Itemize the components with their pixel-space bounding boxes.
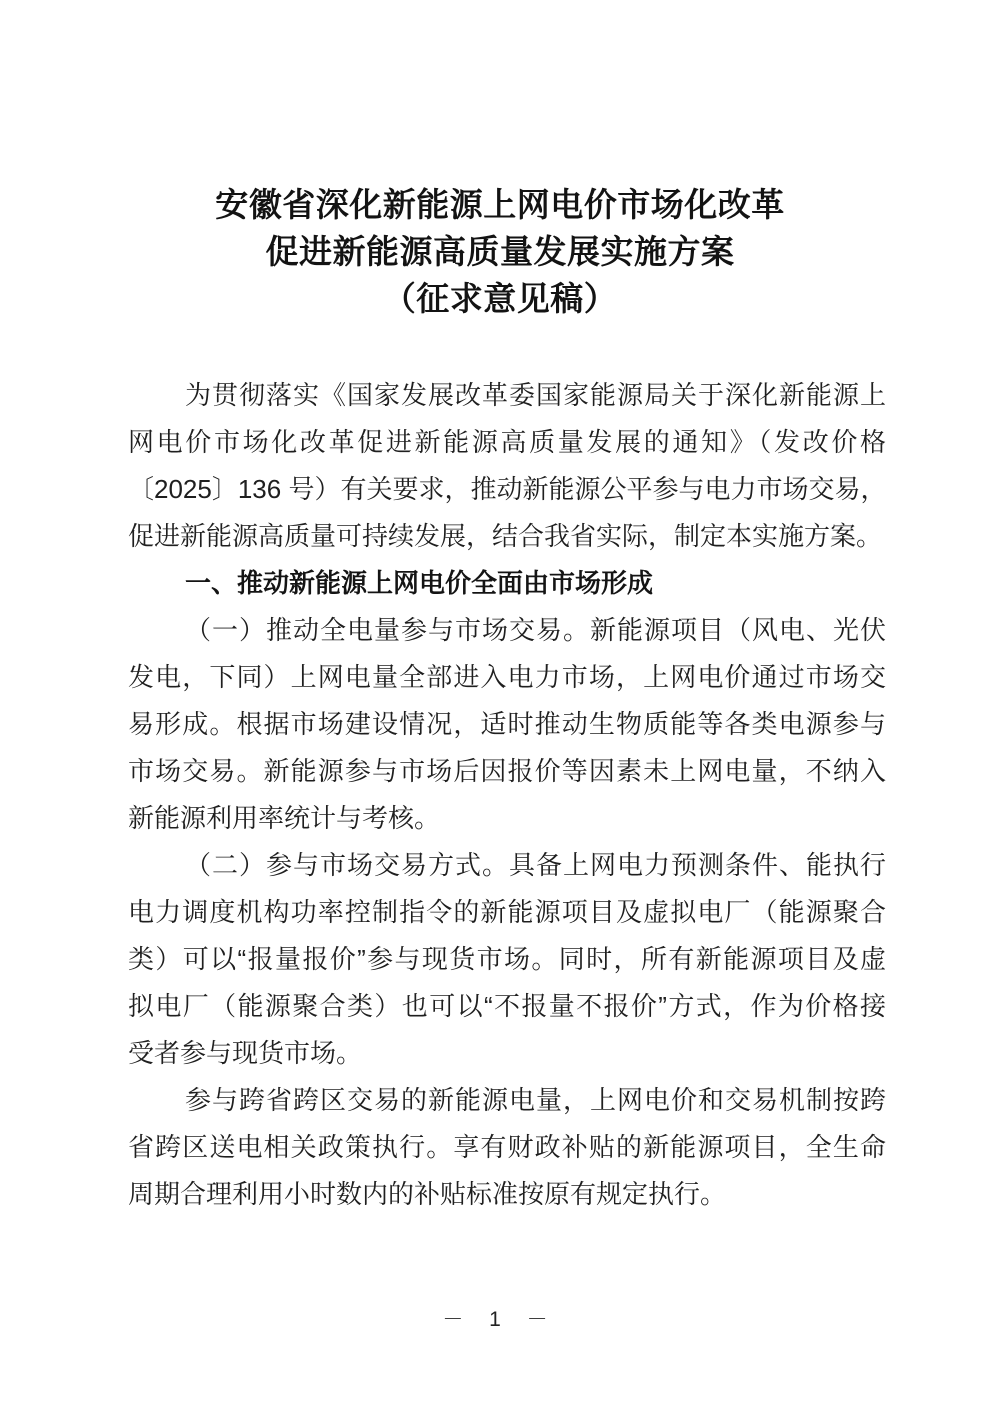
title-line-1: 安徽省深化新能源上网电价市场化改革: [215, 186, 785, 223]
body-line: 市场交易。新能源参与市场后因报价等因素未上网电量，不纳入: [128, 756, 886, 786]
body-line: 受者参与现货市场。: [128, 1038, 363, 1068]
body-line: 参与跨省跨区交易的新能源电量，上网电价和交易机制按跨: [185, 1085, 886, 1115]
body-line: 〔2025〕136 号）有关要求，推动新能源公平参与电力市场交易，: [128, 474, 887, 504]
body-line: 促进新能源高质量可持续发展，结合我省实际，制定本实施方案。: [128, 521, 883, 551]
body-line: 新能源利用率统计与考核。: [128, 803, 441, 833]
body-line: （一）推动全电量参与市场交易。新能源项目（风电、光伏: [185, 615, 886, 645]
body-line: 省跨区送电相关政策执行。享有财政补贴的新能源项目，全生命: [128, 1132, 886, 1162]
body-line: （二）参与市场交易方式。具备上网电力预测条件、能执行: [185, 850, 886, 880]
body-line: 网电价市场化改革促进新能源高质量发展的通知》（发改价格: [128, 427, 886, 457]
body-line: 易形成。根据市场建设情况，适时推动生物质能等各类电源参与: [128, 709, 886, 739]
body-line: 为贯彻落实《国家发展改革委国家能源局关于深化新能源上: [185, 380, 886, 410]
document-body: [128, 372, 886, 1218]
body-line: 周期合理利用小时数内的补贴标准按原有规定执行。: [128, 1179, 727, 1209]
section-1-heading: 一、推动新能源上网电价全面由市场形成: [185, 568, 654, 598]
body-line: 电力调度机构功率控制指令的新能源项目及虚拟电厂（能源聚合: [128, 897, 886, 927]
title-line-3: （征求意见稿）: [382, 280, 618, 317]
body-line: 类）可以“报量报价”参与现货市场。同时，所有新能源项目及虚: [128, 944, 886, 974]
body-line: 拟电厂（能源聚合类）也可以“不报量不报价”方式，作为价格接: [128, 991, 886, 1021]
title-line-2: 促进新能源高质量发展实施方案: [265, 233, 735, 270]
page-number: － 1 －: [442, 1308, 558, 1331]
document-title: [0, 181, 1000, 322]
body-line: 发电，下同）上网电量全部进入电力市场，上网电价通过市场交: [128, 662, 886, 692]
